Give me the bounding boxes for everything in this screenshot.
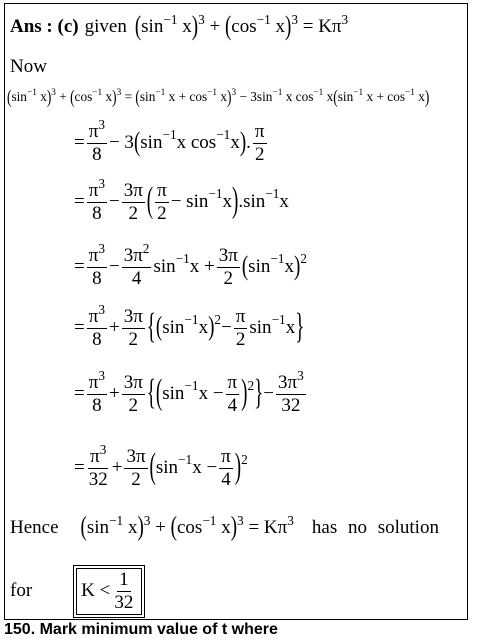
truncated-next-question: 150. Mark minimum value of t where xyxy=(4,621,278,638)
hence-equation: ($\sin^{-1}$ $x)^3 + (\cos^{-1}$ $x)^3 = K\pi^3$ xyxy=(80,512,294,543)
step-5: = $\frac{\pi^3}{8}$ + $\frac{3\pi}{2}$ { ( sin $^{-1}$ x − $\frac{\pi}{4}$ ) $^2$ } − $\frac{3\pi^3}{32}$ xyxy=(74,368,304,416)
now-label: Now xyxy=(10,56,47,77)
hence-word: Hence xyxy=(10,517,59,538)
given-word: given xyxy=(84,16,127,37)
given-equation: ($\sin^{-1}$ $x)^3 + (\cos^{-1}$ $x)^3 = K\pi^3$ xyxy=(134,11,349,42)
hence-line xyxy=(10,512,439,543)
for-line xyxy=(10,568,142,615)
answer-given-line xyxy=(10,11,349,42)
for-word: for xyxy=(10,580,33,602)
no-solution-text: has no solution xyxy=(311,517,439,538)
step-6: = $\frac{\pi^3}{32}$ + $\frac{3\pi}{2}$ ( sin $^{-1}$ x − $\frac{\pi}{4}$ ) $^2$ xyxy=(74,442,248,490)
step-1: = $\frac{\pi^3}{8}$ − 3 ( sin $^{-1}$ x cos $^{-1}$ x ) . $\frac{\pi}{2}$ xyxy=(74,117,265,165)
expansion-identity: ($\sin^{-1}$ $x)^3 + (\cos^{-1}$ $x)^3 = (\sin^{-1}$ $x + \cos^{-1} x)^3 - 3\sin^{-1}$ x $\cos^{-1} x(\sin^{-1}$ $x + \cos^{-1} x$) xyxy=(7,85,430,108)
step-3: = $\frac{\pi^3}{8}$ − $\frac{3\pi^2}{4}$ sin $^{-1}$ x + $\frac{3\pi}{2}$ ( sin $^{-1}$ x ) $^2$ xyxy=(74,241,307,289)
step-2: = $\frac{\pi^3}{8}$ − $\frac{3\pi}{2}$ ( $\frac{\pi}{2}$ − sin $^{-1}$ x ) .sin $^{-1}$ x xyxy=(74,176,289,224)
answer-label: Ans : (c) xyxy=(10,16,79,37)
step-4: = $\frac{\pi^3}{8}$ + $\frac{3\pi}{2}$ { ( sin $^{-1}$ x ) $^2$ − $\frac{\pi}{2}$ sin $^{-1}$ x } xyxy=(74,302,305,350)
boxed-answer: K < $\frac{1}{32}$ xyxy=(76,568,142,615)
